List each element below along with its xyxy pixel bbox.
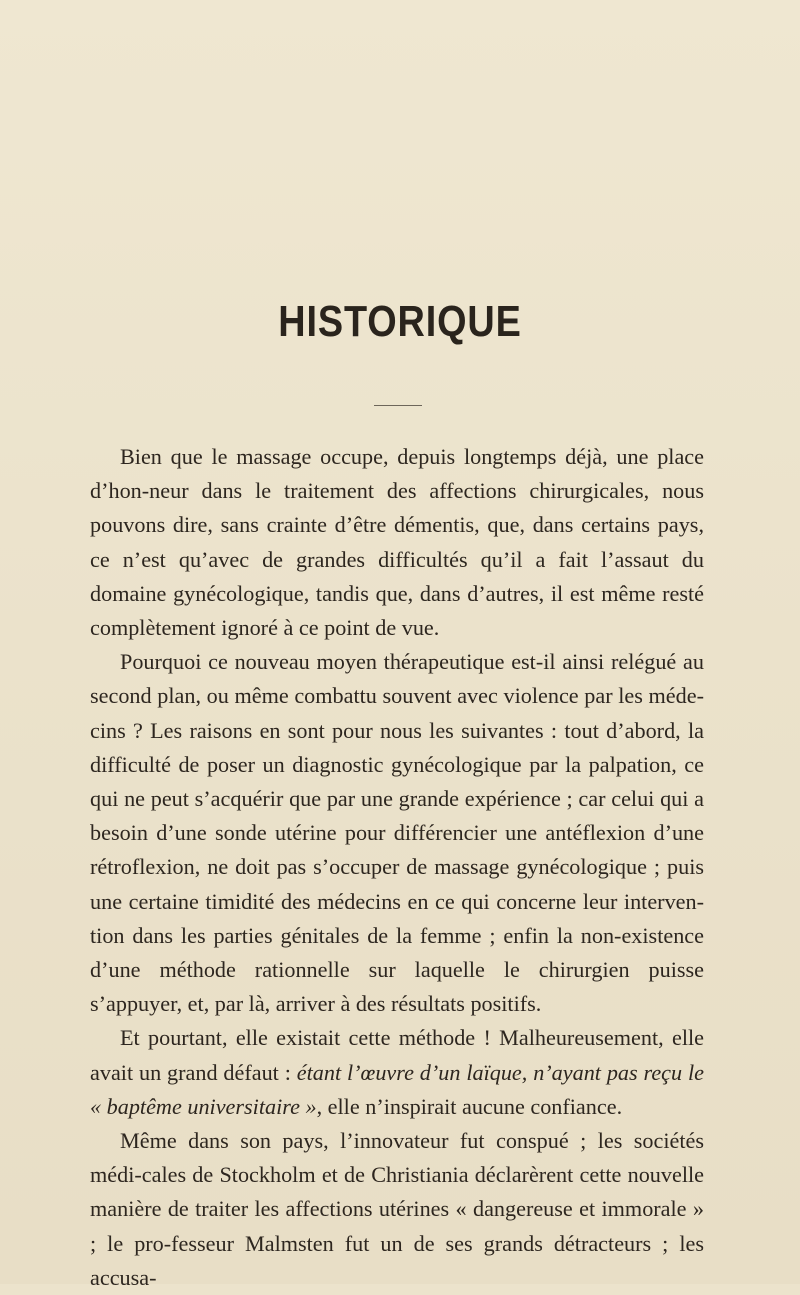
paragraph-4 — [90, 1124, 704, 1295]
paragraph-2 — [90, 645, 704, 1021]
title-divider — [374, 405, 422, 406]
paragraph-4-text: Même dans son pays, l’innovateur fut conspué ; les sociétés médi-cales de Stockholm et de Christiania déclarèrent cette nouvelle manière de traiter les affections utérines « dangereuse et immorale » ; le pro-fesseur Malmsten fut un de ses grands détracteurs ; les accusa- — [90, 1128, 704, 1290]
body-text — [90, 440, 704, 1295]
paragraph-3-italic: étant l’œuvre d’un laïque, n’ayant pas reçu le « baptême universitaire » — [90, 1059, 704, 1119]
paragraph-3 — [90, 1021, 704, 1124]
paragraph-2-text: Pourquoi ce nouveau moyen thérapeutique est-il ainsi relégué au second plan, ou même combattu souvent avec violence par les méde-cins ? Les raisons en sont pour nous les suivantes : tout d’abord, la difficulté de poser un diagnostic gynécologique par la palpation, ce qui ne peut s’acquérir que par une grande expérience ; car celui qui a besoin d’une sonde utérine pour différencier une antéflexion d’une rétroflexion, ne doit pas s’occuper de massage gynécologique ; puis une certaine timidité des médecins en ce qui concerne leur interven-tion dans les parties génitales de la femme ; enfin la non-existence d’une méthode rationnelle sur laquelle le chirurgien puisse s’appuyer, et, par là, arriver à des résultats positifs. — [90, 649, 704, 1017]
paragraph-3-text-end: , elle n’inspirait aucune confiance. — [316, 1093, 623, 1119]
page-title: HISTORIQUE — [278, 297, 522, 346]
paragraph-3-text: Et pourtant, elle existait cette méthode ! Malheureusement, elle avait un grand défaut : — [90, 1025, 704, 1085]
paragraph-1-text: Bien que le massage occupe, depuis longtemps déjà, une place d’hon-neur dans le traitement des affections chirurgicales, nous pouvons dire, sans crainte d’être démentis, que, dans certains pays, ce n’est qu’avec de grandes difficultés qu’il a fait l’assaut du domaine gynécologique, tandis que, dans d’autres, il est même resté complètement ignoré à ce point de vue. — [90, 444, 704, 641]
paragraph-1 — [90, 440, 704, 645]
